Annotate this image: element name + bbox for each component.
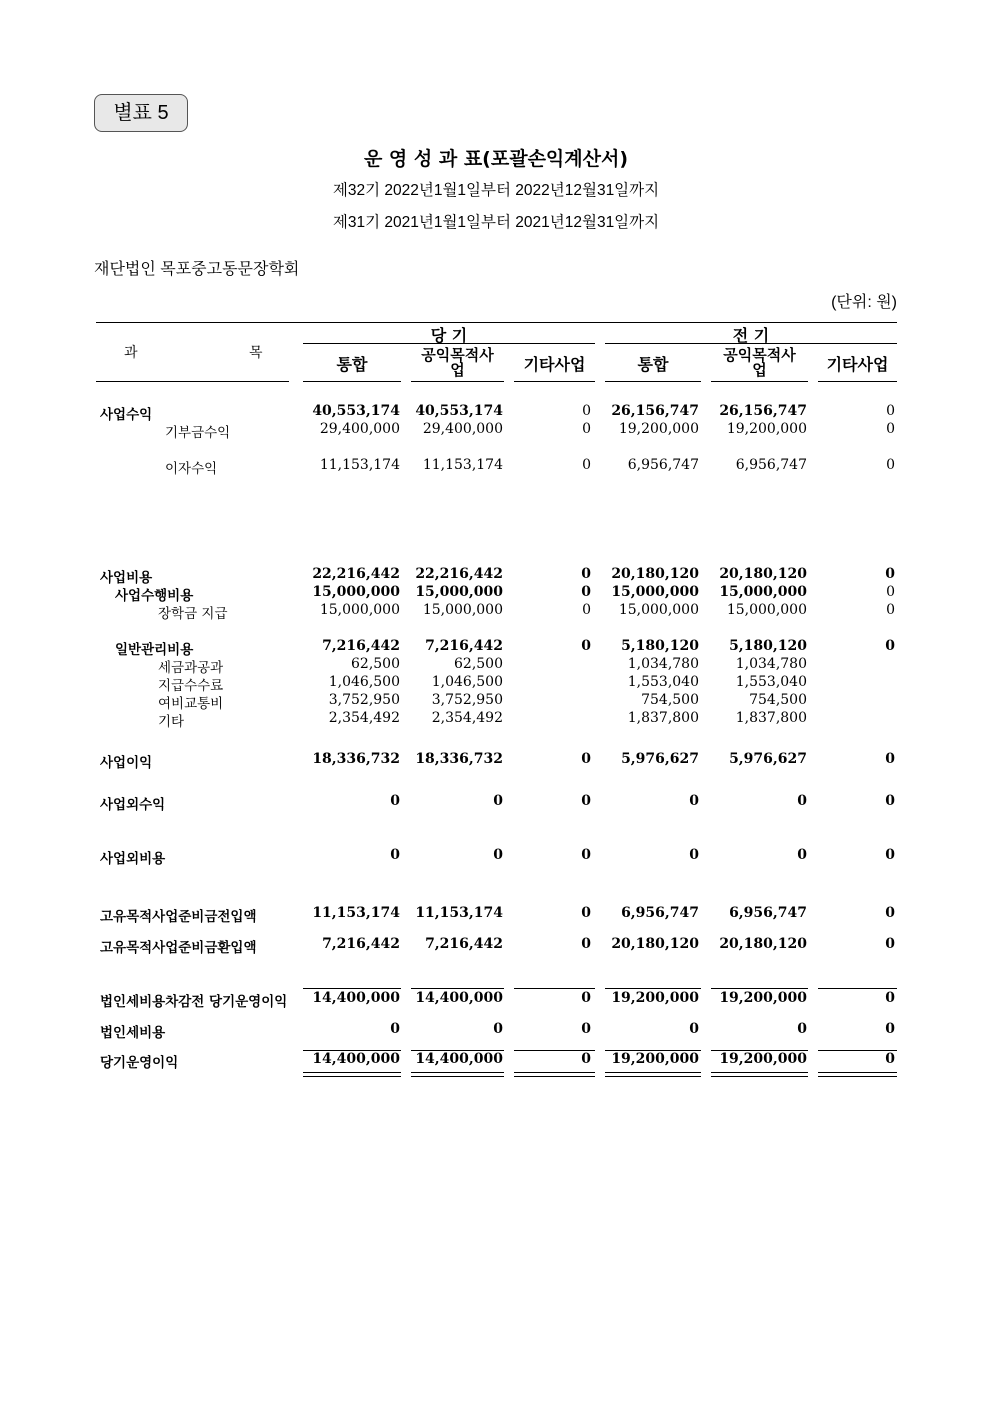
row-value: 0 (582, 403, 591, 419)
col-header-total-prior: 통합 (637, 355, 669, 374)
row-value: 0 (885, 1051, 895, 1067)
row-label: 사업외수익 (100, 797, 166, 813)
row-value: 1,046,500 (431, 674, 503, 690)
row-label: 고유목적사업준비금환입액 (100, 940, 257, 956)
table-row (0, 638, 992, 656)
row-value: 0 (581, 1021, 591, 1037)
row-value: 20,180,120 (611, 566, 699, 582)
row-value: 0 (885, 793, 895, 809)
total-rule (711, 1076, 808, 1077)
row-value: 11,153,174 (422, 457, 503, 473)
table-row (0, 751, 992, 769)
total-rule (818, 1050, 897, 1051)
row-value: 15,000,000 (618, 602, 699, 618)
row-value: 14,400,000 (312, 1051, 400, 1067)
row-value: 6,956,747 (735, 457, 807, 473)
row-value: 1,034,780 (627, 656, 699, 672)
table-row (0, 1051, 992, 1069)
row-value: 26,156,747 (611, 403, 699, 419)
row-label: 법인세비용차감전 당기운영이익 (100, 994, 288, 1010)
row-value: 0 (581, 566, 591, 582)
row-value: 1,553,040 (735, 674, 807, 690)
row-value: 0 (885, 1021, 895, 1037)
row-value: 0 (885, 638, 895, 654)
row-value: 754,500 (641, 692, 699, 708)
col-header-other-prior: 기타사업 (826, 355, 889, 374)
row-value: 20,180,120 (611, 936, 699, 952)
row-value: 0 (582, 457, 591, 473)
row-value: 62,500 (351, 656, 400, 672)
table-row (0, 936, 992, 954)
total-rule (818, 1076, 897, 1077)
row-label: 이자수익 (165, 461, 218, 477)
row-value: 0 (390, 847, 400, 863)
row-value: 29,400,000 (319, 421, 400, 437)
row-value: 1,046,500 (328, 674, 400, 690)
table-row (0, 656, 992, 674)
statement-title: 운 영 성 과 표(포괄손익계산서) (363, 148, 629, 170)
row-value: 15,000,000 (422, 602, 503, 618)
total-rule (711, 988, 808, 989)
row-value: 0 (581, 1051, 591, 1067)
row-value: 40,553,174 (415, 403, 503, 419)
row-value: 14,400,000 (415, 990, 503, 1006)
row-value: 0 (581, 905, 591, 921)
col-header-other-current: 기타사업 (523, 355, 586, 374)
total-rule (818, 988, 897, 989)
row-label: 사업비용 (100, 570, 153, 586)
row-value: 5,976,627 (621, 751, 699, 767)
row-value: 19,200,000 (618, 421, 699, 437)
table-row (0, 421, 992, 439)
table-row (0, 566, 992, 584)
row-value: 0 (886, 584, 895, 600)
row-value: 0 (581, 990, 591, 1006)
total-rule (411, 988, 504, 989)
total-rule (605, 1076, 701, 1077)
row-label: 기부금수익 (165, 425, 231, 441)
table-row (0, 793, 992, 811)
total-rule (605, 1072, 701, 1073)
row-value: 6,956,747 (621, 905, 699, 921)
row-value: 26,156,747 (719, 403, 807, 419)
appendix-tag: 별표 5 (94, 94, 188, 132)
row-value: 19,200,000 (611, 990, 699, 1006)
row-label: 여비교통비 (158, 696, 224, 712)
total-rule (514, 1050, 595, 1051)
row-value: 0 (581, 793, 591, 809)
row-label: 일반관리비용 (115, 642, 194, 658)
row-value: 29,400,000 (422, 421, 503, 437)
row-value: 2,354,492 (431, 710, 503, 726)
row-value: 20,180,120 (719, 936, 807, 952)
row-label: 기타 (158, 714, 185, 730)
row-value: 5,976,627 (729, 751, 807, 767)
row-value: 0 (886, 457, 895, 473)
col-rule-1 (411, 381, 504, 382)
table-row (0, 457, 992, 475)
subject-header-right: 목 (249, 345, 263, 361)
row-value: 14,400,000 (312, 990, 400, 1006)
row-value: 11,153,174 (319, 457, 400, 473)
unit-label: (단위: 원) (831, 294, 897, 311)
row-value: 20,180,120 (719, 566, 807, 582)
total-rule (411, 1050, 504, 1051)
row-label: 법인세비용 (100, 1025, 166, 1041)
row-value: 19,200,000 (719, 1051, 807, 1067)
row-value: 15,000,000 (312, 584, 400, 600)
organization-name: 재단법인 목포중고동문장학회 (94, 261, 300, 278)
row-value: 0 (797, 847, 807, 863)
total-rule (514, 988, 595, 989)
col-header-public-current: 공익목적사 업 (421, 346, 494, 379)
row-value: 11,153,174 (415, 905, 503, 921)
row-value: 15,000,000 (611, 584, 699, 600)
row-value: 5,180,120 (621, 638, 699, 654)
row-value: 0 (885, 751, 895, 767)
row-value: 19,200,000 (611, 1051, 699, 1067)
row-value: 0 (886, 403, 895, 419)
period-current: 제32기 2022년1월1일부터 2022년12월31일까지 (332, 182, 660, 199)
table-row (0, 403, 992, 421)
col-header-total-current: 통합 (336, 355, 368, 374)
row-value: 0 (689, 793, 699, 809)
row-value: 0 (581, 936, 591, 952)
total-rule (411, 1072, 504, 1073)
col-rule-5 (818, 381, 897, 382)
row-value: 15,000,000 (726, 602, 807, 618)
row-value: 0 (797, 793, 807, 809)
total-rule (514, 1076, 595, 1077)
total-rule (303, 1076, 401, 1077)
total-rule (605, 988, 701, 989)
total-rule (303, 988, 401, 989)
period-prior: 제31기 2021년1월1일부터 2021년12월31일까지 (332, 214, 660, 231)
table-row (0, 847, 992, 865)
row-value: 5,180,120 (729, 638, 807, 654)
row-value: 0 (581, 584, 591, 600)
row-value: 0 (886, 421, 895, 437)
row-value: 7,216,442 (425, 638, 503, 654)
row-value: 0 (493, 1021, 503, 1037)
col-header-public-prior: 공익목적사 업 (723, 346, 796, 379)
subject-header-rule (96, 381, 289, 382)
row-value: 0 (582, 602, 591, 618)
total-rule (411, 1076, 504, 1077)
row-value: 0 (581, 638, 591, 654)
total-rule (303, 1072, 401, 1073)
row-value: 11,153,174 (312, 905, 400, 921)
row-value: 18,336,732 (312, 751, 400, 767)
row-value: 22,216,442 (312, 566, 400, 582)
table-row (0, 905, 992, 923)
table-row (0, 1021, 992, 1039)
table-row (0, 674, 992, 692)
row-value: 40,553,174 (312, 403, 400, 419)
row-label: 사업수행비용 (115, 588, 194, 604)
row-value: 1,837,800 (735, 710, 807, 726)
row-label: 지급수수료 (158, 678, 224, 694)
row-label: 사업수익 (100, 407, 153, 423)
row-value: 6,956,747 (627, 457, 699, 473)
total-rule (711, 1072, 808, 1073)
table-row (0, 710, 992, 728)
row-label: 세금과공과 (158, 660, 224, 676)
row-value: 1,553,040 (627, 674, 699, 690)
table-row (0, 692, 992, 710)
row-value: 0 (390, 1021, 400, 1037)
row-value: 0 (493, 793, 503, 809)
row-value: 0 (885, 847, 895, 863)
col-rule-0 (303, 381, 401, 382)
row-value: 2,354,492 (328, 710, 400, 726)
row-value: 19,200,000 (719, 990, 807, 1006)
row-label: 장학금 지급 (158, 606, 228, 622)
total-rule (514, 1072, 595, 1073)
row-value: 0 (797, 1021, 807, 1037)
row-value: 6,956,747 (729, 905, 807, 921)
row-value: 1,837,800 (627, 710, 699, 726)
row-value: 15,000,000 (319, 602, 400, 618)
col-rule-3 (605, 381, 701, 382)
col-rule-4 (711, 381, 808, 382)
total-rule (605, 1050, 701, 1051)
row-value: 62,500 (454, 656, 503, 672)
row-label: 사업외비용 (100, 851, 166, 867)
row-value: 0 (689, 847, 699, 863)
prior-period-header: 전 기 (732, 326, 770, 345)
row-value: 19,200,000 (726, 421, 807, 437)
row-value: 15,000,000 (719, 584, 807, 600)
row-value: 0 (581, 847, 591, 863)
total-rule (303, 1050, 401, 1051)
row-value: 0 (885, 905, 895, 921)
row-value: 3,752,950 (431, 692, 503, 708)
row-value: 754,500 (749, 692, 807, 708)
row-value: 14,400,000 (415, 1051, 503, 1067)
row-value: 7,216,442 (322, 936, 400, 952)
row-value: 0 (885, 990, 895, 1006)
current-period-header: 당 기 (430, 326, 468, 345)
row-label: 사업이익 (100, 755, 153, 771)
row-value: 1,034,780 (735, 656, 807, 672)
table-row (0, 990, 992, 1008)
subject-header-left: 과 (124, 345, 138, 361)
row-value: 0 (581, 751, 591, 767)
total-rule (818, 1072, 897, 1073)
table-row (0, 602, 992, 620)
row-value: 7,216,442 (322, 638, 400, 654)
row-value: 0 (689, 1021, 699, 1037)
row-label: 고유목적사업준비금전입액 (100, 909, 257, 925)
row-value: 0 (886, 602, 895, 618)
row-value: 0 (885, 566, 895, 582)
row-value: 7,216,442 (425, 936, 503, 952)
row-value: 3,752,950 (328, 692, 400, 708)
col-rule-2 (514, 381, 595, 382)
total-rule (711, 1050, 808, 1051)
table-row (0, 584, 992, 602)
row-value: 15,000,000 (415, 584, 503, 600)
row-value: 0 (582, 421, 591, 437)
row-value: 18,336,732 (415, 751, 503, 767)
row-value: 0 (493, 847, 503, 863)
row-value: 0 (390, 793, 400, 809)
row-label: 당기운영이익 (100, 1055, 179, 1071)
row-value: 22,216,442 (415, 566, 503, 582)
row-value: 0 (885, 936, 895, 952)
